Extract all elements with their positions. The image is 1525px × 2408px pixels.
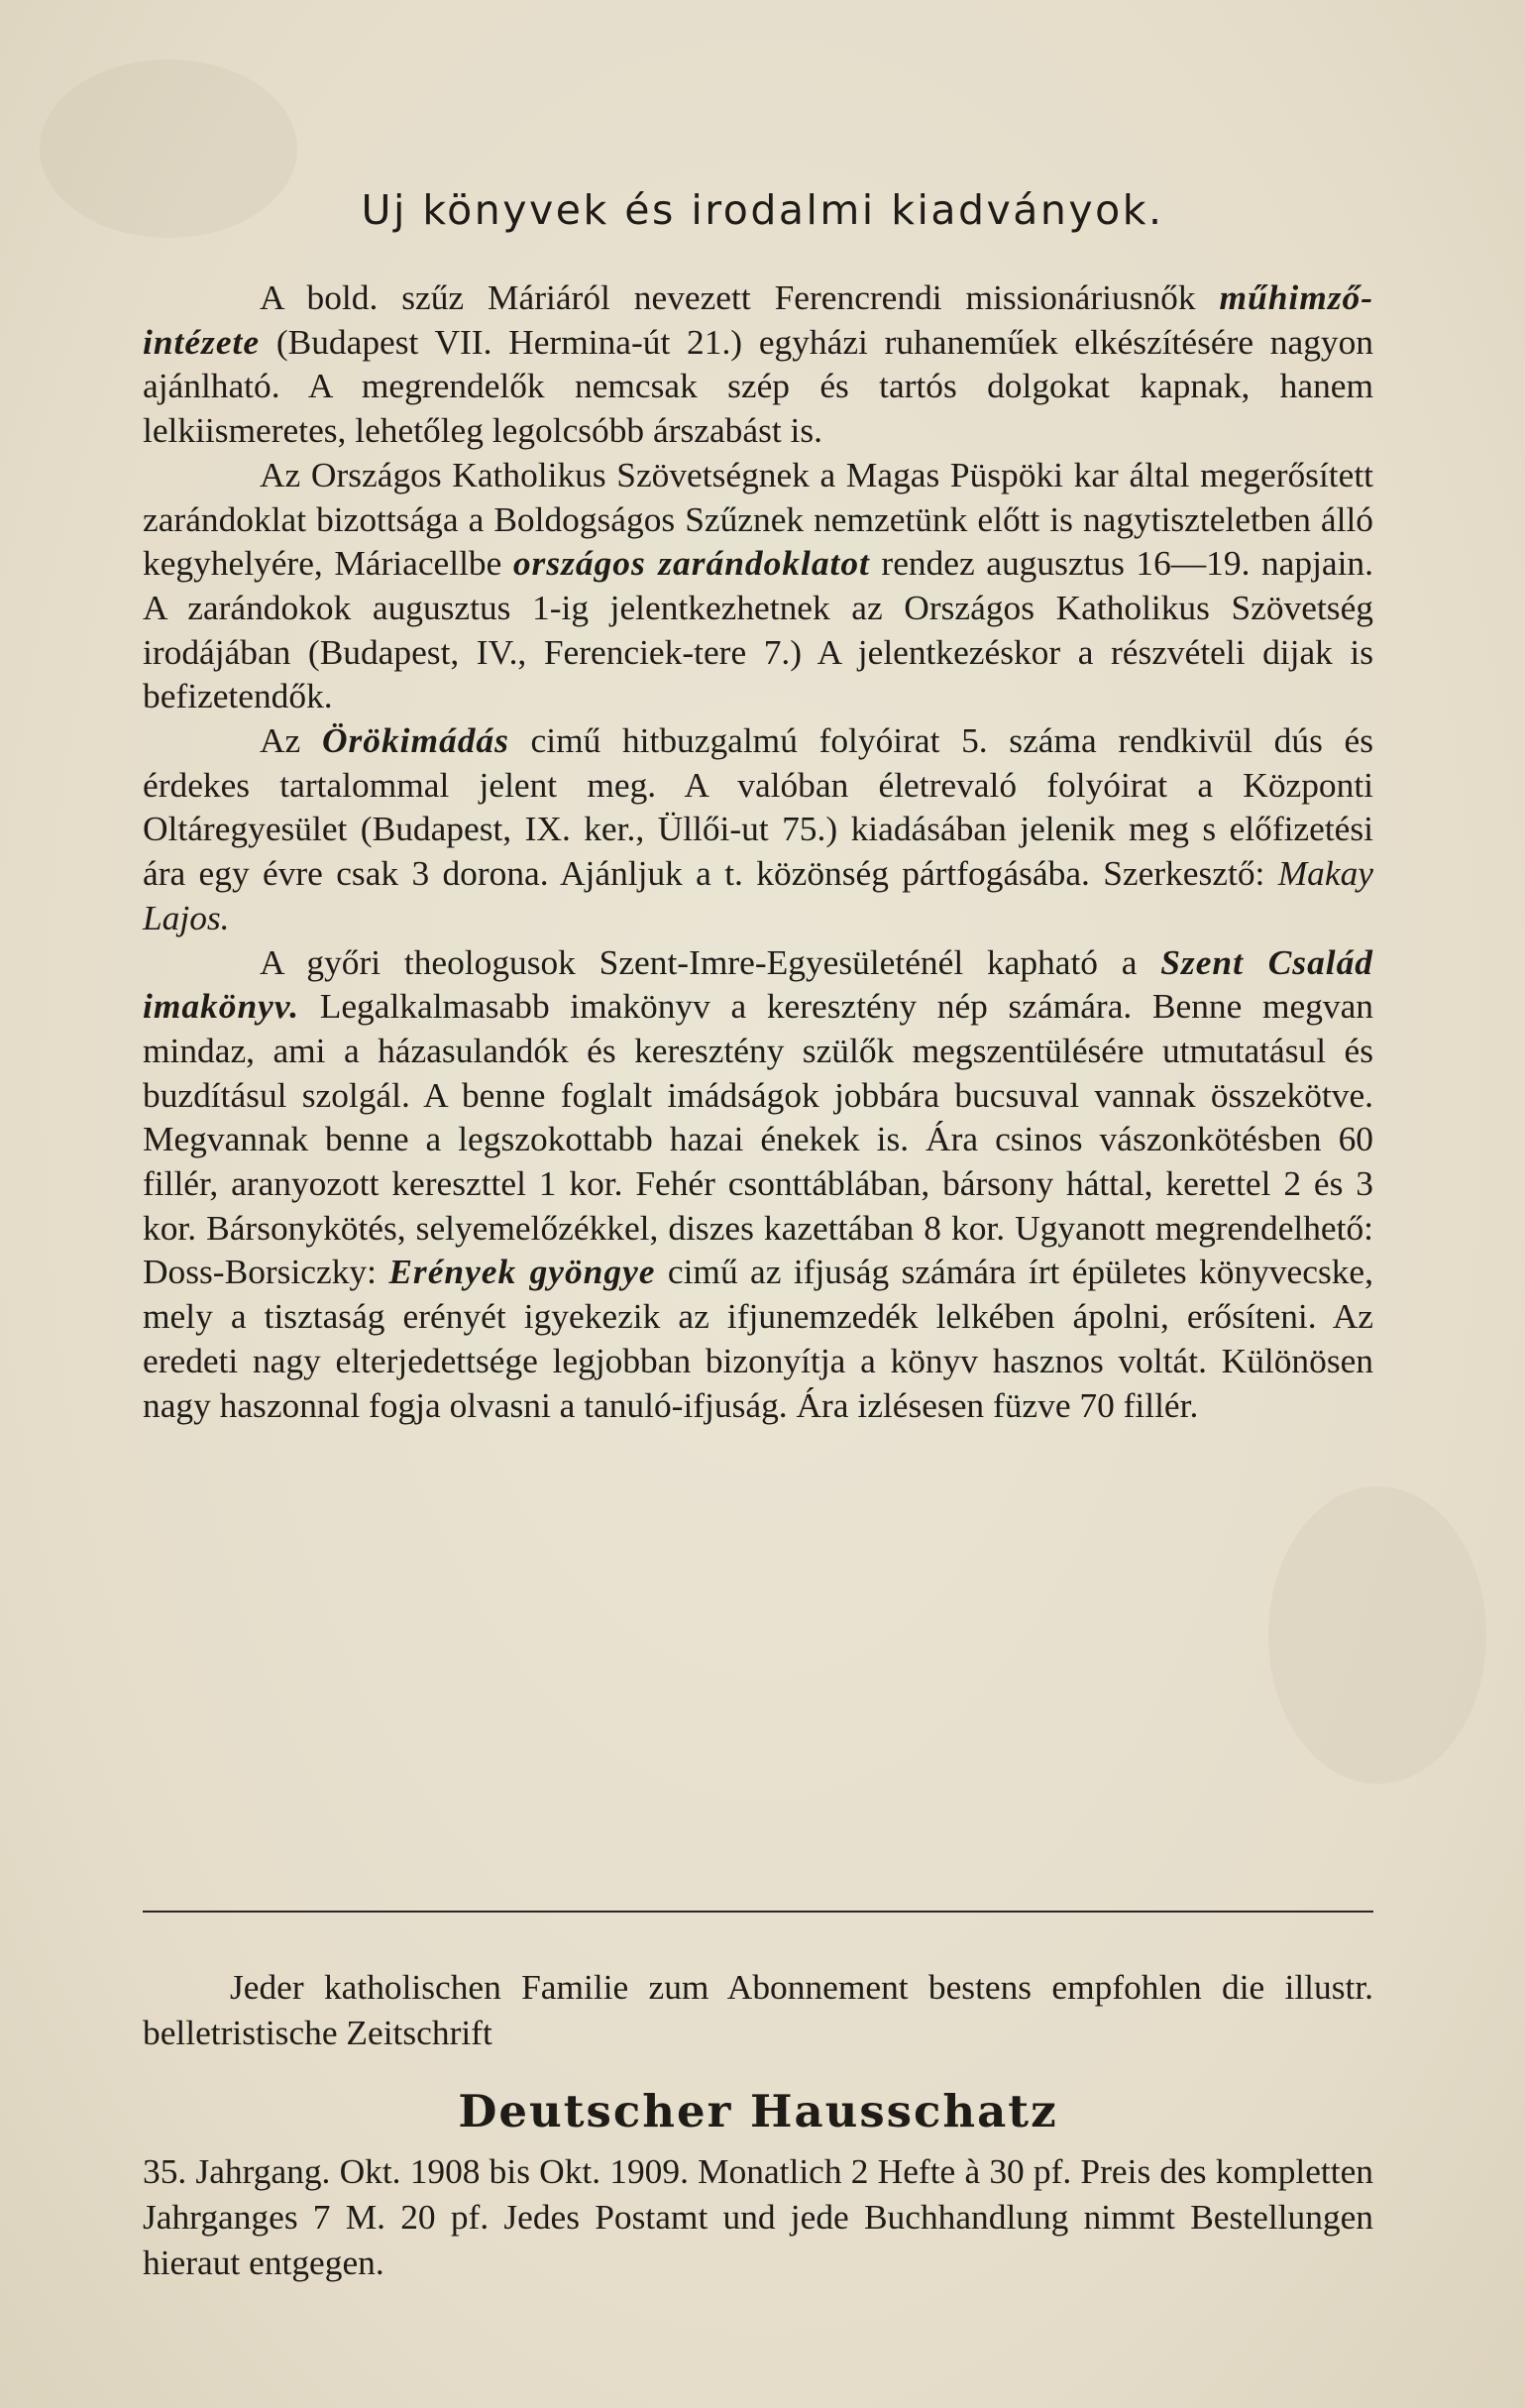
paragraph-mission [143,275,1373,453]
page-title: Uj könyvek és irodalmi kiadványok. [361,186,1164,234]
paragraph-text: A győri theologusok Szent-Imre-Egyesületénél kapható a [260,941,1161,982]
emphasized-title: Erények gyöngye [388,1252,656,1292]
emphasized-title: országos zarándoklatot [512,543,870,584]
paragraph-text: cimű az ifjuság számára írt épületes könyvecske, mely a tisztaság erényét igyekezik az ifjunemzedék lelkében ápolni, erősíteni. Az eredeti nagy elterjedettsége legjobban bizonyítja a könyv hasznos voltát. Különösen nagy haszonnal fogja olvasni a tanuló-ifjuság. Ára izlésesen füzve 70 fillér. [143,1252,1373,1425]
paragraph-text: Legalkalmasabb imakönyv a keresztény nép számára. Benne megvan mindaz, ami a házasulandók és keresztény szülők megszentülésére utmutatásul és buzdításul szolgál. A benne foglalt imádságok jobbára bucsuval vannak összekötve. Megvannak benne a legszokottabb hazai énekek is. Ára csinos vászonkötésben 60 fillér, aranyozott kereszttel 1 kor. Fehér csonttáblában, bársony háttal, kerettel 2 és 3 kor. Bársonykötés, selyemelőzékkel, diszes kazettában 8 kor. Ugyanott megrendelhető: Doss-Borsiczky: [143,986,1373,1292]
paragraph-pilgrimage [143,453,1373,718]
magazine-title: Deutscher Hausschatz [458,2085,1058,2137]
paragraph-text: rendez augusztus 16—19. napjain. A zarándokok augusztus 1-ig jelentkezhetnek az Országos Katholikus Szövetség irodájában (Budapest, IV., Ferenciek-tere 7.) A jelentkezéskor a részvételi dijak is befizetendők. [143,543,1373,716]
ad-details: 35. Jahrgang. Okt. 1908 bis Okt. 1909. Monatlich 2 Hefte à 30 pf. Preis des kompletten Jahrganges 7 M. 20 pf. Jedes Postamt und jede Buchhandlung nimmt Bestellungen hieraut entgegen. [143,2151,1373,2282]
paragraph-text: Az [260,720,322,761]
advertisement [143,1964,1373,2285]
editor-name: Makay Lajos. [143,853,1373,937]
paragraph-text: Az Országos Katholikus Szövetségnek a Magas Püspöki kar által megerősített zarándoklat bizottsága a Boldogságos Szűznek nemzetünk előtt is nagytiszteletben álló kegyhelyére, Máriacellbe [143,454,1373,584]
emphasized-title: Örökimádás [321,720,509,761]
paragraph-orokimadas [143,718,1373,940]
paragraph-text: cimű hitbuzgalmú folyóirat 5. száma rendkivül dús és érdekes tartalommal jelent meg. A valóban életrevaló folyóirat a Központi Oltáregyesület (Budapest, IX. ker., Üllői-ut 75.) kiadásában jelenik meg s előfizetési ára egy évre csak 3 dorona. Ajánljuk a t. közönség pártfogásába. Szerkesztő: [143,720,1373,894]
paragraph-text: (Budapest VII. Hermina-út 21.) egyházi ruhaneműek elkészítésére nagyon ajánlható. A megrendelők nemcsak szép és tartós dolgokat kapnak, hanem lelkiismeretes, lehetőleg legolcsóbb árszabást is. [143,321,1373,451]
article-body [143,275,1373,1427]
paragraph-prayerbook [143,940,1373,1428]
section-divider [143,1911,1373,1913]
paragraph-text: A bold. szűz Máriáról nevezett Ferencrendi missionáriusnők [260,277,1220,317]
emphasized-title: Szent Család imakönyv. [143,941,1374,1027]
ad-intro: Jeder katholischen Familie zum Abonnement bestens empfohlen die illustr. belletristische Zeitschrift [143,1967,1373,2052]
emphasized-title: műhimző-intézete [143,277,1373,362]
paper-stain [1268,1486,1486,1784]
